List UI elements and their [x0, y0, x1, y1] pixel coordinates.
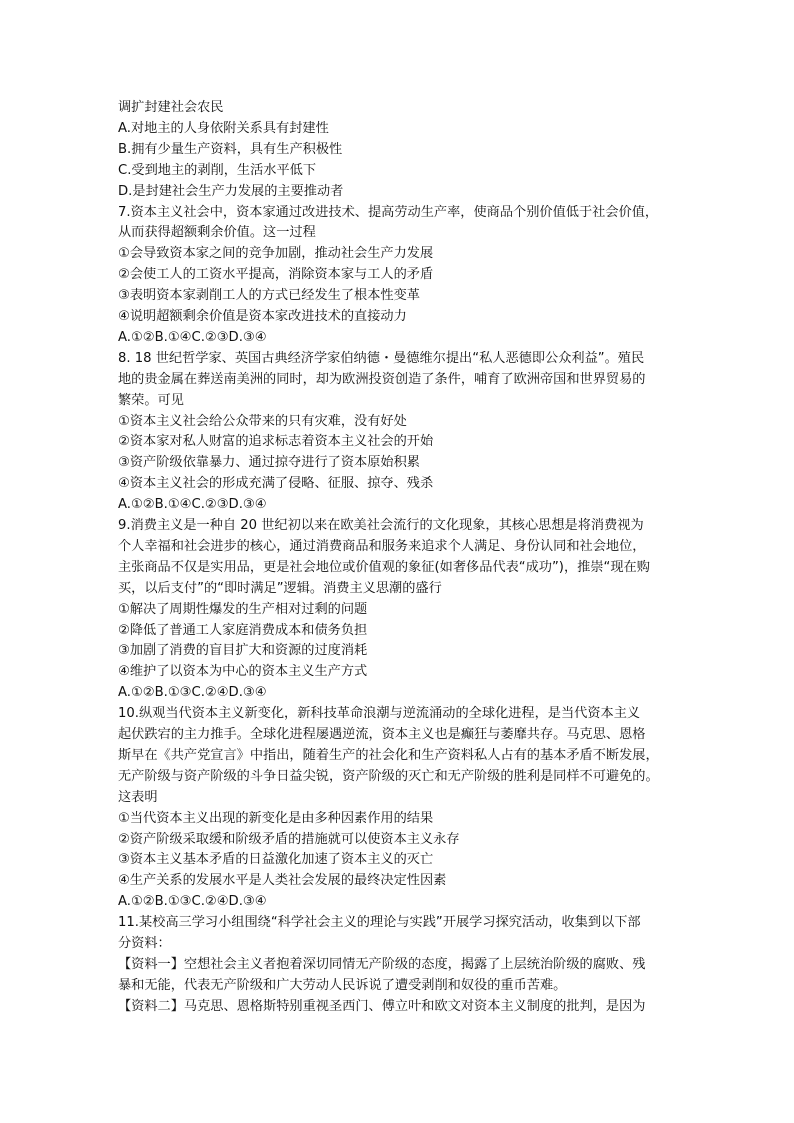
- text-line: C.受到地主的剥削，生活水平低下: [118, 162, 317, 178]
- text-line: ②资本家对私人财富的追求标志着资本主义社会的开始: [118, 434, 434, 450]
- text-line: ①当代资本主义出现的新变化是由多种因素作用的结果: [118, 810, 434, 826]
- text-line: ④资本主义社会的形成充满了侵略、征服、掠夺、残杀: [118, 476, 434, 492]
- text-line: 主张商品不仅是实用品，更是社会地位或价值观的象征(如奢侈品代表“成功”)，推崇“现在购: [118, 559, 650, 575]
- text-line: ③加剧了消费的盲目扩大和资源的过度消耗: [118, 643, 368, 659]
- text-line: 10.纵观当代资本主义新变化，新科技革命浪潮与逆流涌动的全球化进程，是当代资本主义: [118, 706, 641, 722]
- text-line: 地的贵金属在葬送南美洲的同时，却为欧洲投资创造了条件，哺育了欧洲帝国和世界贸易的: [118, 371, 646, 387]
- text-line: A.①②B.①③C.②④D.③④: [118, 894, 267, 910]
- text-line: 斯早在《共产党宣言》中指出，随着生产的社会化和生产资料私人占有的基本矛盾不断发展，: [118, 747, 659, 763]
- text-line: 繁荣。可见: [118, 392, 184, 408]
- text-line: A.①②B.①④C.②③D.③④: [118, 329, 267, 345]
- text-line: 【资料二】马克思、恩格斯特别重视圣西门、傅立叶和欧文对资本主义制度的批判，是因为: [118, 998, 646, 1014]
- text-line: 【资料一】空想社会主义者抱着深切同情无产阶级的态度，揭露了上层统治阶级的腐败、残: [118, 956, 646, 972]
- text-line: ③表明资本家剥削工人的方式已经发生了根本性变革: [118, 288, 420, 304]
- text-line: ④生产关系的发展水平是人类社会发展的最终决定性因素: [118, 873, 447, 889]
- text-line: 个人幸福和社会进步的核心，通过消费商品和服务来追求个人满足、身份认同和社会地位，: [118, 538, 646, 554]
- text-line: 9.消费主义是一种自 20 世纪初以来在欧美社会流行的文化现象，其核心思想是将消费视为: [118, 518, 644, 533]
- text-line: ①资本主义社会给公众带来的只有灾难，没有好处: [118, 413, 407, 429]
- text-line: 这表明: [118, 789, 158, 805]
- text-line: D.是封建社会生产力发展的主要推动者: [118, 183, 344, 199]
- text-line: ④维护了以资本为中心的资本主义生产方式: [118, 664, 368, 680]
- text-line: ①解决了周期性爆发的生产相对过剩的问题: [118, 601, 368, 617]
- text-line: ②资产阶级采取缓和阶级矛盾的措施就可以使资本主义永存: [118, 831, 460, 847]
- text-line: 从而获得超额剩余价值。这一过程: [118, 225, 316, 241]
- text-line: ②降低了普通工人家庭消费成本和债务负担: [118, 622, 368, 638]
- text-line: ②会使工人的工资水平提高，消除资本家与工人的矛盾: [118, 267, 434, 283]
- text-line: ④说明超额剩余价值是资本家改进技术的直接动力: [118, 309, 407, 324]
- text-line: ③资本主义基本矛盾的日益激化加速了资本主义的灭亡: [118, 852, 434, 868]
- text-line: ①会导致资本家之间的竞争加剧，推动社会生产力发展: [118, 246, 434, 262]
- text-line: A.①②B.①④C.②③D.③④: [118, 497, 267, 513]
- text-line: A.①②B.①③C.②④D.③④: [118, 685, 267, 701]
- text-line: B.拥有少量生产资料，具有生产积极性: [118, 141, 343, 157]
- text-line: 无产阶级与资产阶级的斗争日益尖锐，资产阶级的灭亡和无产阶级的胜利是同样不可避免的。: [118, 768, 659, 784]
- text-line: 8. 18 世纪哲学家、英国古典经济学家伯纳德・曼德维尔提出“私人恶德即公众利益”。殖民: [118, 350, 645, 366]
- text-line: 分资料：: [118, 936, 171, 951]
- text-line: ③资产阶级依靠暴力、通过掠夺进行了资本原始积累: [118, 455, 420, 471]
- text-line: 调扩封建社会农民: [118, 100, 224, 115]
- text-line: 暴和无能，代表无产阶级和广大劳动人民诉说了遭受剥削和奴役的重币苦难。: [118, 977, 567, 993]
- text-line: A.对地主的人身依附关系具有封建性: [118, 120, 329, 136]
- text-line: 11.某校高三学习小组围绕“科学社会主义的理论与实践”开展学习探究活动，收集到以下部: [118, 915, 641, 931]
- text-line: 7.资本主义社会中，资本家通过改进技术、提高劳动生产率，使商品个别价值低于社会价值，: [118, 204, 659, 220]
- text-line: 起伏跌宕的主力推手。全球化进程屡遇逆流，资本主义也是癫狂与萎靡共存。马克思、恩格: [118, 727, 646, 742]
- text-line: 买，以后支付”的“即时满足”逻辑。消费主义思潮的盛行: [118, 580, 442, 596]
